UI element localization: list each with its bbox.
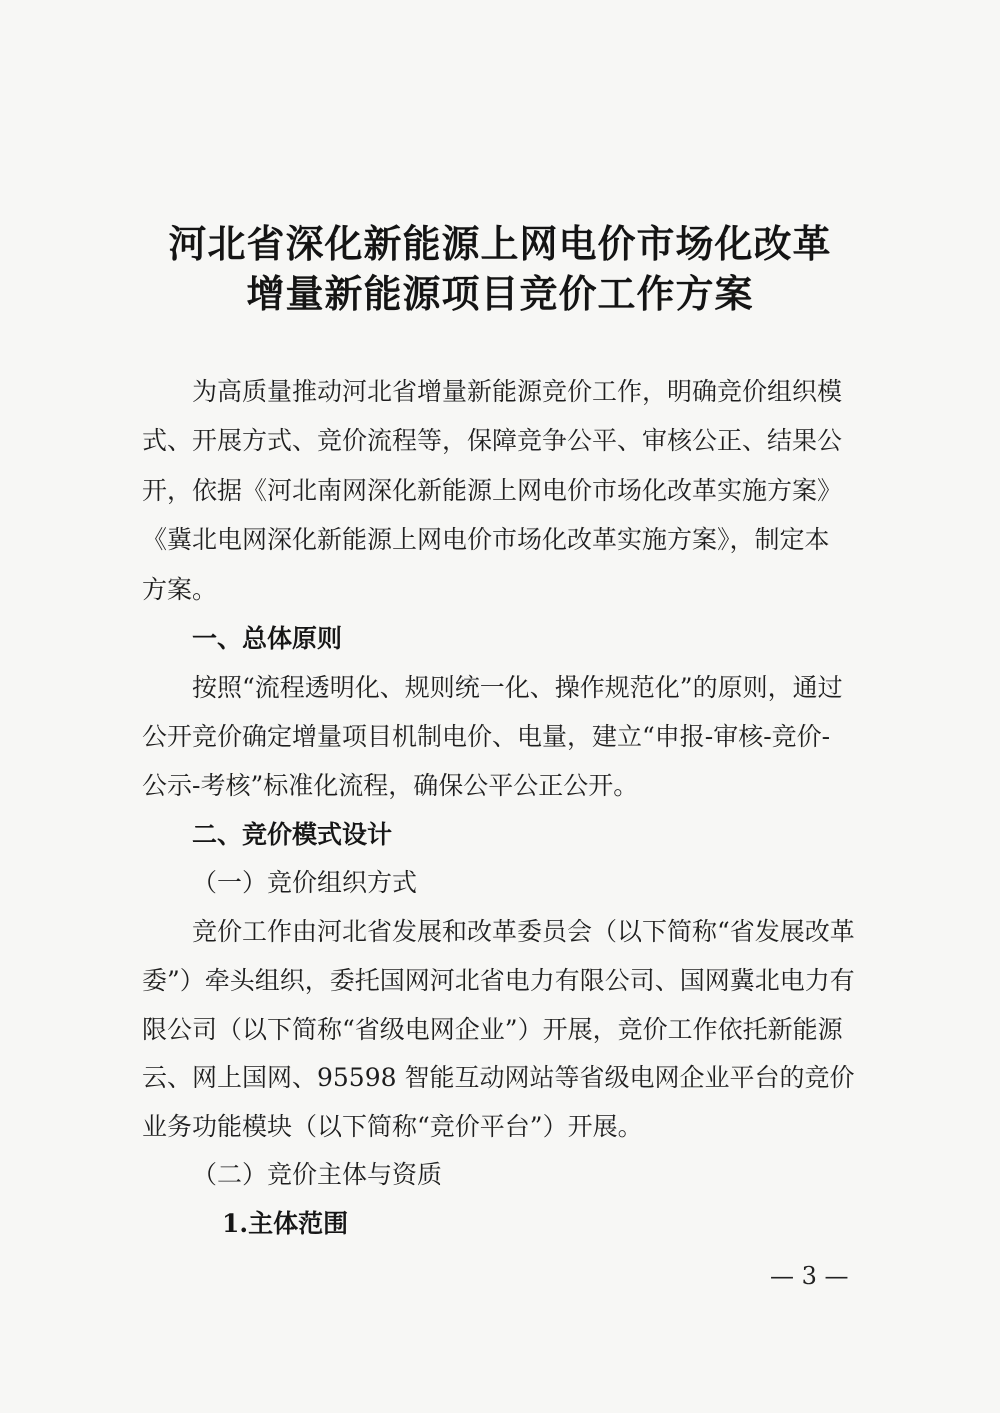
subsection1-line-2: 委”）牵头组织，委托国网河北省电力有限公司、国网冀北电力有 [142,966,855,995]
page-number: — 3 — [770,1262,849,1290]
subsection1-line-1: 竞价工作由河北省发展和改革委员会（以下简称“省发展改革 [192,917,855,946]
document-title-line-1: 河北省深化新能源上网电价市场化改革 [168,221,832,266]
intro-line-5: 方案。 [142,575,218,604]
subsection-heading-organization: （一）竞价组织方式 [192,868,418,897]
subsection1-line-3: 限公司（以下简称“省级电网企业”）开展，竞价工作依托新能源 [142,1015,843,1044]
document-title-line-2: 增量新能源项目竞价工作方案 [246,271,754,316]
section-heading-general-principles: 一、总体原则 [192,624,343,653]
intro-line-2: 式、开展方式、竞价流程等，保障竞争公平、审核公正、结果公 [142,426,843,455]
intro-line-4: 《冀北电网深化新能源上网电价市场化改革实施方案》，制定本 [142,525,830,554]
section1-line-2: 公开竞价确定增量项目机制电价、电量，建立“申报-审核-竞价- [142,722,831,751]
section1-line-1: 按照“流程透明化、规则统一化、操作规范化”的原则，通过 [192,673,843,702]
intro-line-3: 开，依据《河北南网深化新能源上网电价市场化改革实施方案》 [142,476,843,505]
subsection-heading-subjects-qualification: （二）竞价主体与资质 [192,1160,443,1189]
intro-line-1: 为高质量推动河北省增量新能源竞价工作，明确竞价组织模 [192,377,843,406]
section-heading-bidding-mode-design: 二、竞价模式设计 [192,820,393,849]
section1-line-3: 公示-考核”标准化流程，确保公平公正公开。 [142,771,639,800]
item-subject-scope: 1.主体范围 [222,1209,349,1238]
subsection1-line-4: 云、网上国网、95598 智能互动网站等省级电网企业平台的竞价 [142,1063,855,1092]
subsection1-line-5: 业务功能模块（以下简称“竞价平台”）开展。 [142,1112,643,1141]
